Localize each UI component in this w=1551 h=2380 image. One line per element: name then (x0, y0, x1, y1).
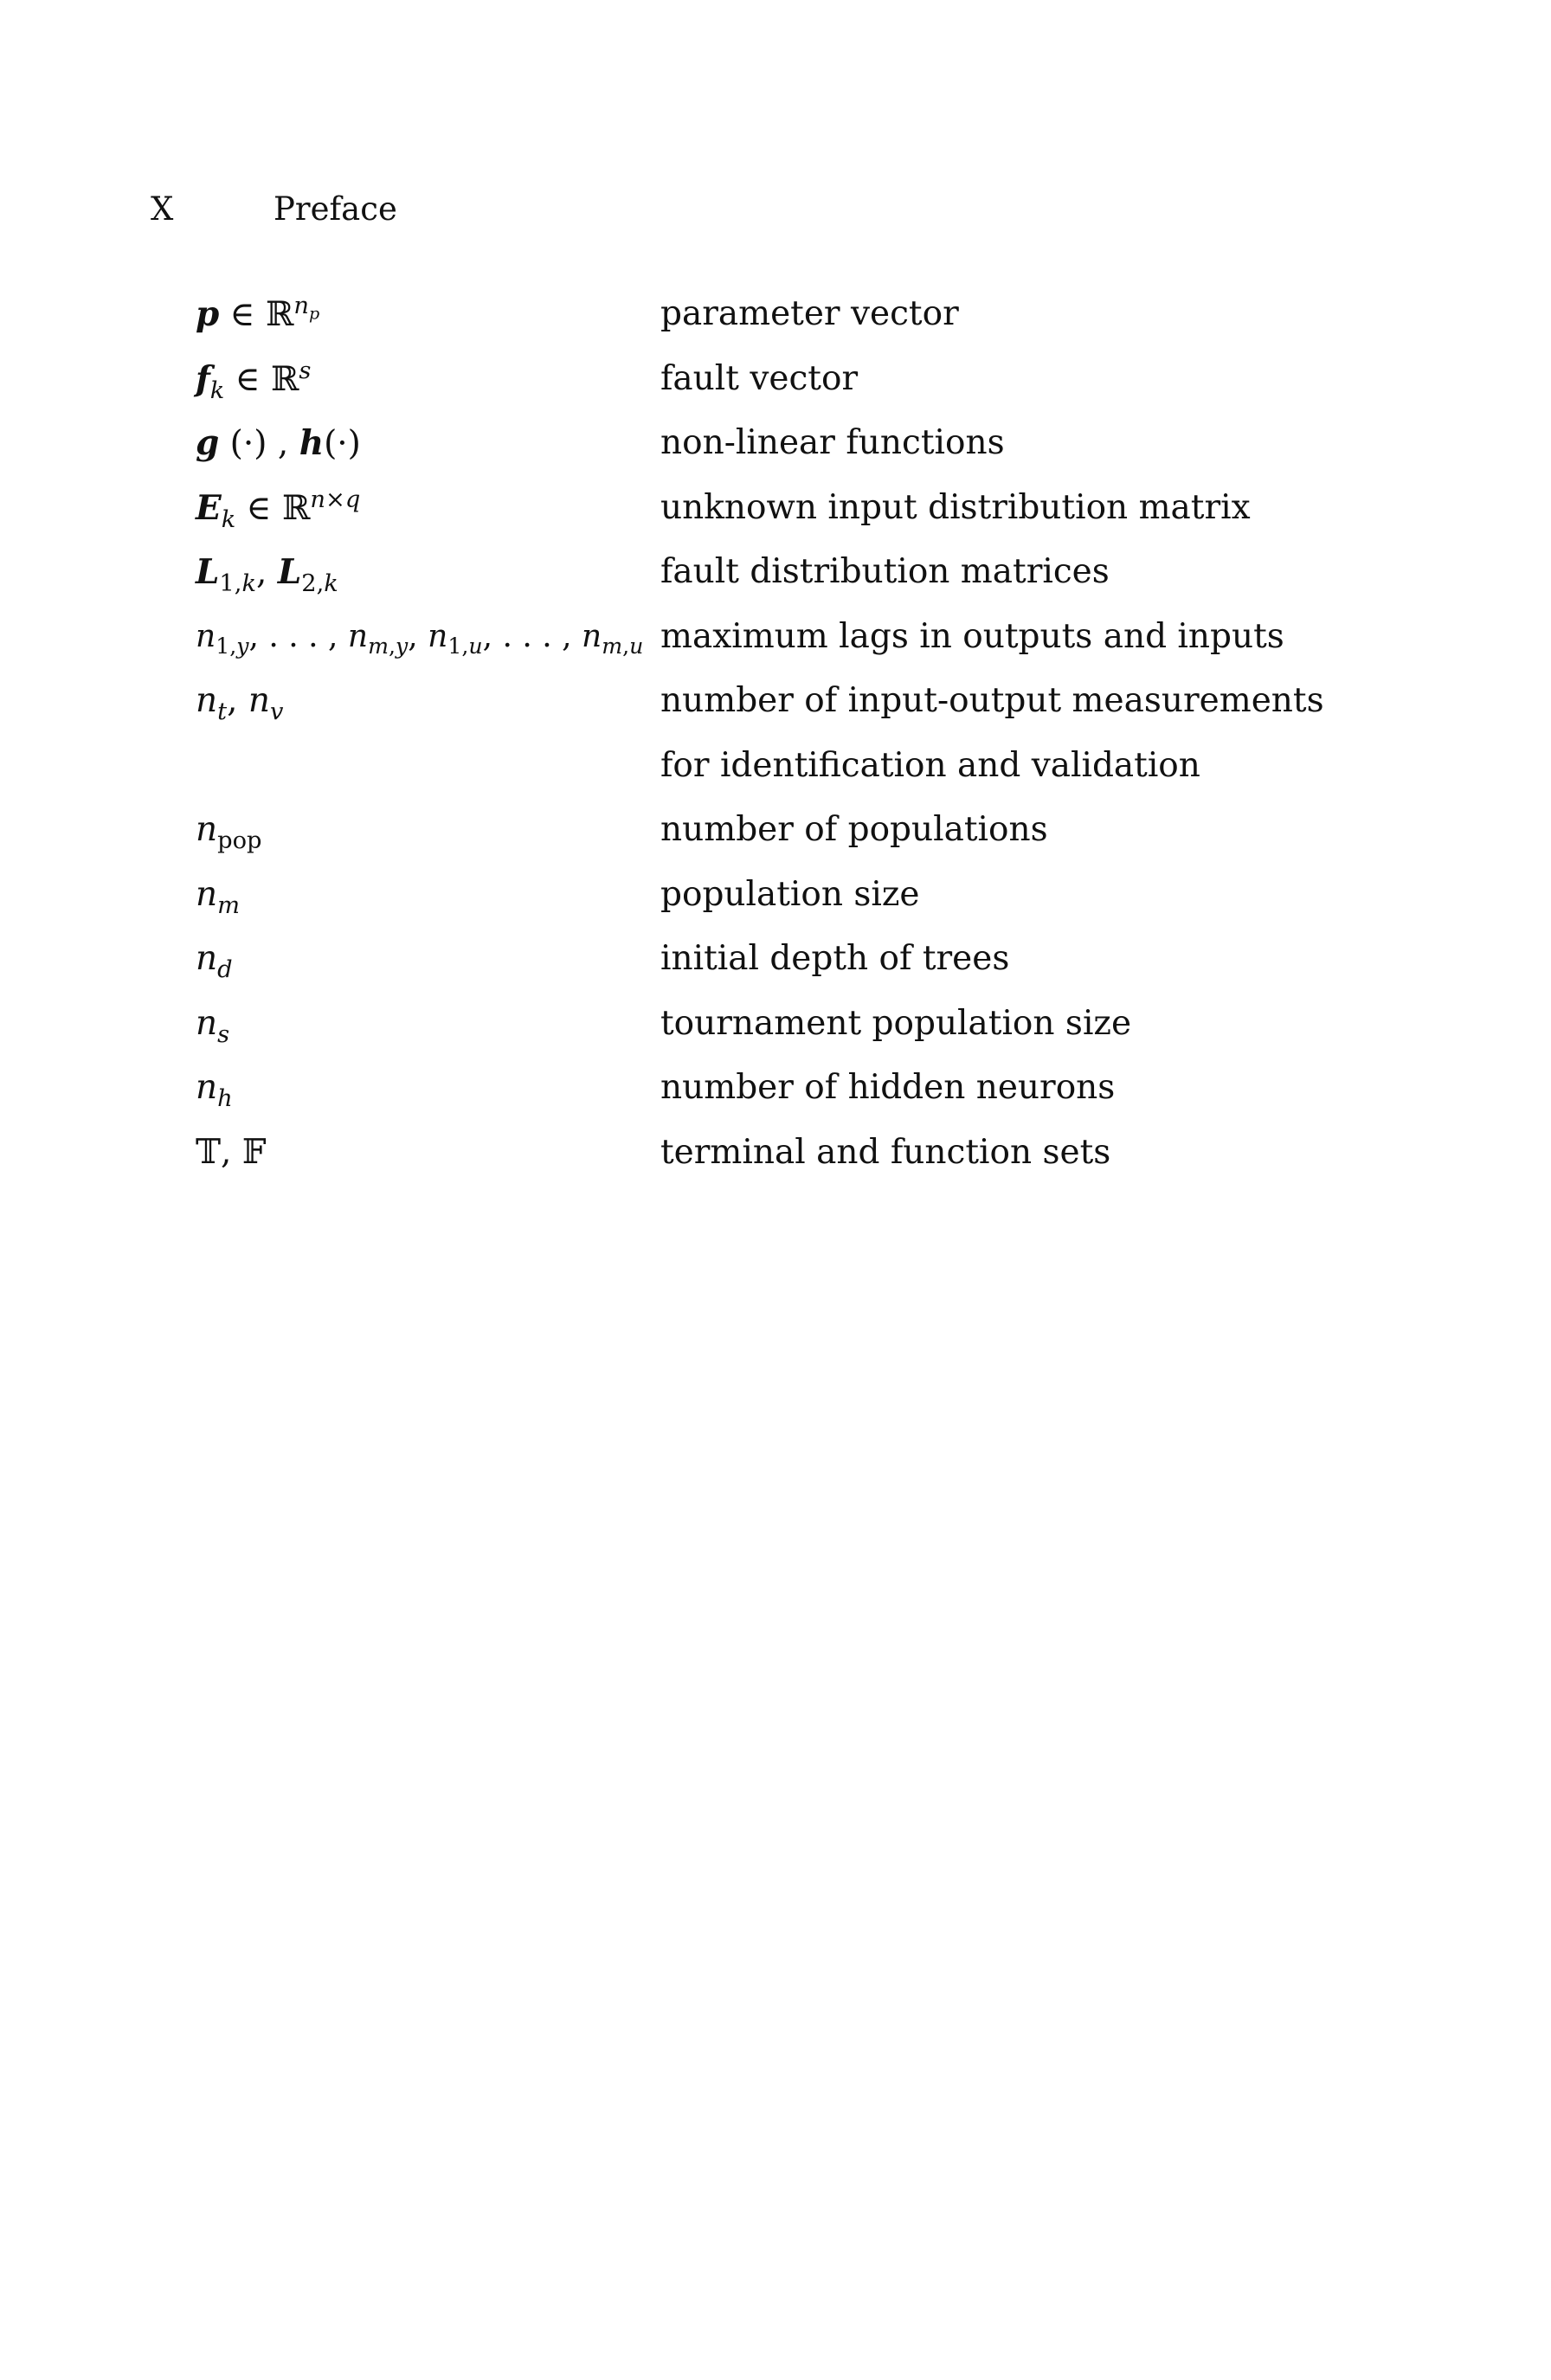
notation-symbol: $n_d$ (196, 939, 233, 983)
notation-symbol: $n_t$, $n_v$ (196, 681, 284, 725)
notation-row (196, 293, 1373, 357)
notation-description: fault vector (660, 358, 859, 398)
notation-description: terminal and function sets (660, 1132, 1111, 1172)
notation-row (196, 808, 1373, 873)
notation-row (196, 744, 1373, 809)
notation-row (196, 679, 1373, 744)
notation-symbol: $n_s$ (196, 1003, 230, 1048)
notation-row (196, 873, 1373, 938)
notation-row (196, 615, 1373, 680)
notation-row (196, 1131, 1373, 1196)
notation-symbol: p ∈ ℝ$^{n_p}$ (196, 293, 320, 334)
notation-description: parameter vector (660, 294, 959, 333)
notation-symbol: $E_k$ ∈ ℝ$^{n\times q}$ (196, 486, 361, 533)
notation-row (196, 1002, 1373, 1067)
notation-description: number of input-output measurements (660, 681, 1324, 720)
notation-description: population size (660, 874, 920, 914)
notation-description: initial depth of trees (660, 939, 1010, 978)
notation-row (196, 937, 1373, 1002)
notation-row (196, 550, 1373, 615)
notation-description: for identification and validation (660, 745, 1200, 785)
notation-symbol: $L_{1,k}$, $L_{2,k}$ (196, 552, 338, 597)
notation-symbol: g (·) , h(·) (196, 423, 361, 463)
notation-description: unknown input distribution matrix (660, 487, 1251, 527)
page-number: X (151, 190, 174, 228)
notation-symbol: $n_{pop}$ (196, 810, 262, 854)
notation-symbol: $n_h$ (196, 1068, 233, 1112)
notation-symbol: 𝕋, 𝔽 (196, 1132, 267, 1172)
notation-symbol: $n_{1,y}$, . . . , $n_{m,y}$, $n_{1,u}$, . . . , $n_{m,u}$ (196, 618, 644, 659)
notation-description: tournament population size (660, 1003, 1132, 1043)
notation-description: fault distribution matrices (660, 552, 1110, 591)
notation-description: maximum lags in outputs and inputs (660, 616, 1284, 656)
notation-row (196, 421, 1373, 486)
notation-description: non-linear functions (660, 423, 1005, 462)
notation-row (196, 1066, 1373, 1131)
notation-symbol: $f_k$ ∈ ℝ$^s$ (196, 357, 312, 404)
notation-list (196, 293, 1373, 1195)
running-title: Preface (274, 190, 397, 228)
notation-description: number of hidden neurons (660, 1068, 1116, 1107)
notation-symbol: $n_m$ (196, 874, 241, 919)
notation-description: number of populations (660, 810, 1048, 849)
notation-row (196, 357, 1373, 422)
notation-row (196, 486, 1373, 551)
